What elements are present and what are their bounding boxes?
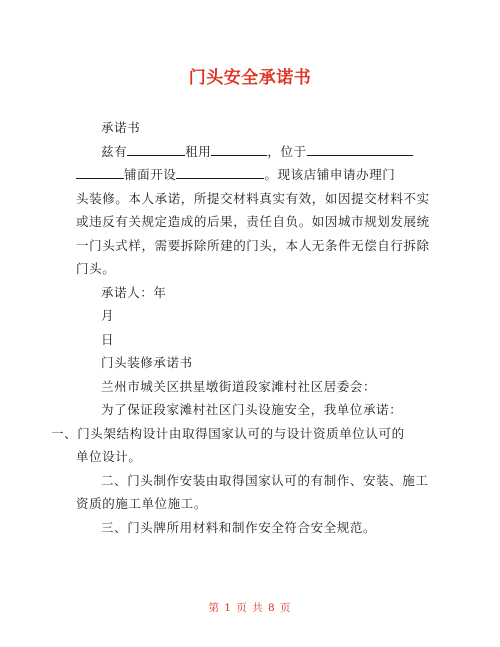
- item-1-line-2: 单位设计。: [76, 449, 142, 464]
- second-heading: 门头装修承诺书: [101, 355, 193, 370]
- blank-business-field[interactable]: [176, 165, 264, 179]
- blank-shop-field[interactable]: [76, 165, 124, 179]
- text-apply: 。现该店铺申请办理门: [264, 167, 396, 182]
- document-title: 门头安全承诺书: [188, 68, 312, 88]
- text-wei-yu: ，位于: [267, 143, 307, 159]
- signer-label: 承诺人：年: [101, 284, 167, 300]
- page-indicator: 第 1 页 共 8 页: [208, 602, 292, 614]
- item-1-line-1: 一、门头架结构设计由取得国家认可的与设计资质单位认可的: [51, 425, 405, 441]
- day-label: 日: [101, 331, 115, 347]
- text-zi-you: 兹有: [101, 143, 128, 159]
- addressee: 兰州市城关区拱星墩街道段家滩村社区居委会：: [101, 378, 377, 394]
- item-2-line-1: 二、门头制作安装由取得国家认可的有制作、安装、施工: [101, 472, 429, 488]
- month-label: 月: [101, 308, 115, 323]
- paragraph-line-2: [76, 163, 431, 187]
- intro-line: 为了保证段家滩村社区门头设施安全，我单位承诺：: [101, 402, 403, 417]
- item-3: 三、门头牌所用材料和制作安全符合安全规范。: [101, 519, 377, 535]
- blank-renter-field[interactable]: [211, 142, 267, 156]
- item-2-line-2: 资质的施工单位施工。: [76, 496, 208, 511]
- text-zu-yong: 租用: [185, 143, 212, 159]
- text-shop-open: 铺面开设: [124, 167, 177, 182]
- paragraph-line-6: 门头。: [76, 261, 116, 276]
- commitment-heading: 承诺书: [101, 120, 141, 135]
- paragraph-line-3: 头装修。本人承诺，所提交材料真实有效，如因提交材料不实: [76, 190, 430, 206]
- paragraph-line-5: 一门头式样，需要拆除所建的门头，本人无条件无偿自行拆除: [76, 237, 430, 253]
- blank-name-field[interactable]: [127, 142, 185, 156]
- paragraph-line-1: [76, 140, 431, 164]
- paragraph-line-4: 或违反有关规定造成的后果，责任自负。如因城市规划发展统: [76, 214, 430, 229]
- document-body: [51, 116, 431, 539]
- blank-location-field[interactable]: [307, 142, 413, 156]
